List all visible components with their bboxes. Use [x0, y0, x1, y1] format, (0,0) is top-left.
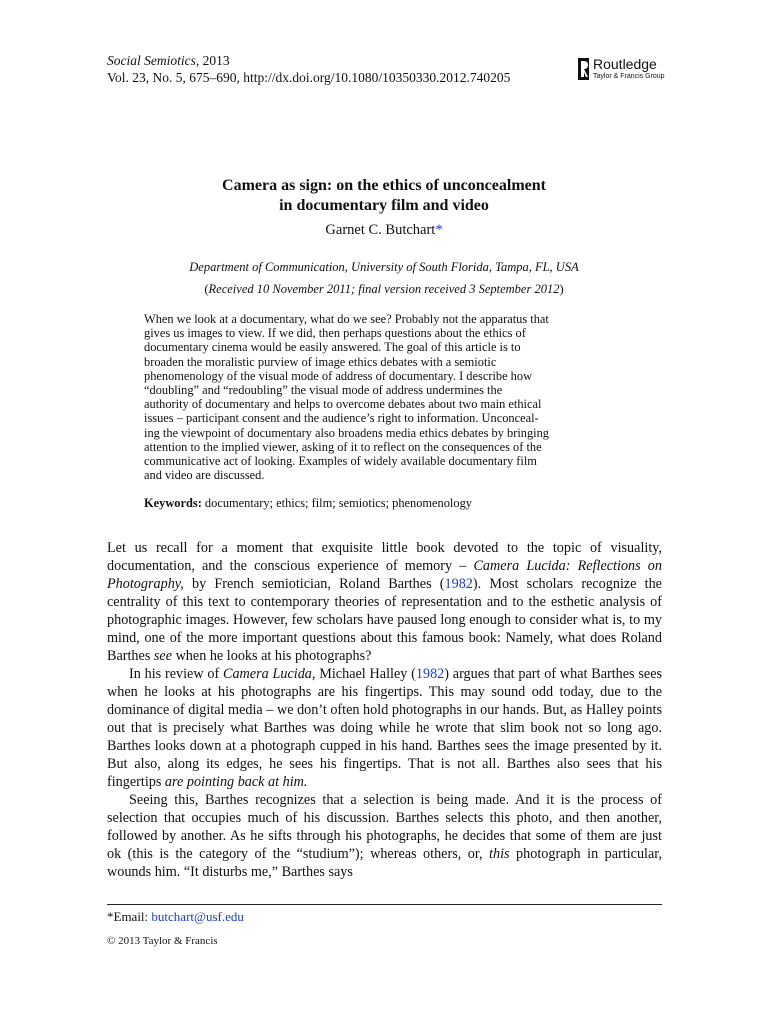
abstract-line: phenomenology of the visual mode of address of documentary. I describe how	[144, 368, 533, 383]
journal-volume-doi[interactable]: Vol. 23, No. 5, 675–690, http://dx.doi.org/10.1080/10350330.2012.740205	[107, 70, 511, 85]
abstract	[144, 312, 624, 482]
journal-header	[107, 52, 510, 86]
author-line	[107, 221, 661, 239]
author-footnote-link[interactable]: *	[435, 222, 443, 238]
paragraph-3: Seeing this, Barthes recognizes that a selection is being made. And it is the process of selection that occupies much of his discussion. Barthes selects this photo, and then another, followed by another. As he sifts through his photographs, he decides that some of them are just ok (this is the category of the “studium”); whereas others, or, this photograph in particular, wounds him. “It disturbs me,” Barthes says	[107, 792, 662, 880]
keywords-label: Keywords:	[144, 496, 202, 510]
abstract-line: “doubling” and “redoubling” the visual mode of address undermines the	[144, 383, 503, 398]
publisher-group: Taylor & Francis Group	[593, 73, 665, 80]
journal-title-line	[107, 52, 510, 69]
paragraph-1: Let us recall for a moment that exquisite little book devoted to the topic of visuality, documentation, and the conscious experience of memory – Camera Lucida: Reflections on Photography, by French semiotician, Roland Barthes (1982). Most scholars recognize the centrality of this text to contemporary theories of representation and to the esthetic analysis of photographic images. However, few scholars have paused long enough to consider what is, to my mind, one of the more important questions about this famous book: Namely, what does Roland Barthes see when he looks at his photographs?	[107, 540, 662, 664]
routledge-r-icon	[578, 58, 589, 80]
abstract-line: authority of documentary and helps to overcome debates about two main ethical	[144, 397, 542, 412]
author-name: Garnet C. Butchart	[325, 222, 436, 238]
copyright-notice: © 2013 Taylor & Francis	[107, 935, 218, 947]
journal-year: , 2013	[195, 53, 230, 68]
abstract-line: documentary cinema would be easily answered. The goal of this article is to	[144, 340, 521, 355]
body-text	[107, 539, 662, 881]
keywords-list: documentary; ethics; film; semiotics; phenomenology	[201, 496, 472, 510]
book-title: Camera Lucida	[222, 666, 312, 682]
abstract-line: When we look at a documentary, what do we see? Probably not the apparatus that	[144, 312, 549, 326]
title-line-2: in documentary film and video	[279, 197, 489, 214]
received-text: Received 10 November 2011; final version received 3 September 2012	[208, 282, 560, 296]
journal-name: Social Semiotics	[107, 53, 196, 68]
publisher-name: Routledge	[593, 56, 657, 72]
paragraph-2: In his review of Camera Lucida, Michael Halley (1982) argues that part of what Barthes sees when he looks at his photographs are his fingertips. This may sound odd today, due to the dominance of digital media – we don’t often hold photographs in our hands. But, as Halley points out that is precisely what Barthes was doing while he wrote that slim book not so long ago. Barthes looks down at a photograph cupped in his hand. Barthes sees the image presented by it. But also, along its edges, he sees his fingertips. That is not all. Barthes also sees that his fingertips are pointing back at him.	[107, 666, 663, 790]
footnote-divider	[107, 904, 662, 905]
book-title: Camera Lucida: Reflections on Photography,	[107, 558, 662, 592]
abstract-line: issues – participant consent and the audience’s right to information. Unconceal-	[144, 411, 539, 426]
abstract-line: gives us images to view. If we did, then perhaps questions about the ethics of	[144, 326, 526, 341]
abstract-line: attention to the implied viewer, asking of it to reflect on the consequences of the	[144, 439, 542, 454]
citation-link[interactable]: 1982	[444, 576, 473, 592]
abstract-line: and video are discussed.	[144, 468, 265, 483]
footnote-email: *Email: butchart@usf.edu	[107, 909, 244, 924]
article-title	[107, 176, 661, 216]
abstract-line: ing the viewpoint of documentary also broadens media ethics debates by bringing	[144, 425, 550, 440]
title-line-1: Camera as sign: on the ethics of unconcealment	[222, 177, 546, 194]
publisher-logo	[578, 57, 665, 81]
abstract-line: communicative act of looking. Examples of widely available documentary film	[144, 454, 537, 469]
keywords	[144, 496, 624, 511]
email-link[interactable]: butchart@usf.edu	[151, 909, 244, 924]
abstract-line: broaden the moralistic purview of image ethics debates with a semiotic	[144, 354, 497, 369]
affiliation: Department of Communication, University of South Florida, Tampa, FL, USA	[189, 260, 579, 274]
citation-link[interactable]: 1982	[415, 666, 445, 682]
received-dates: (Received 10 November 2011; final version received 3 September 2012)	[204, 282, 564, 296]
